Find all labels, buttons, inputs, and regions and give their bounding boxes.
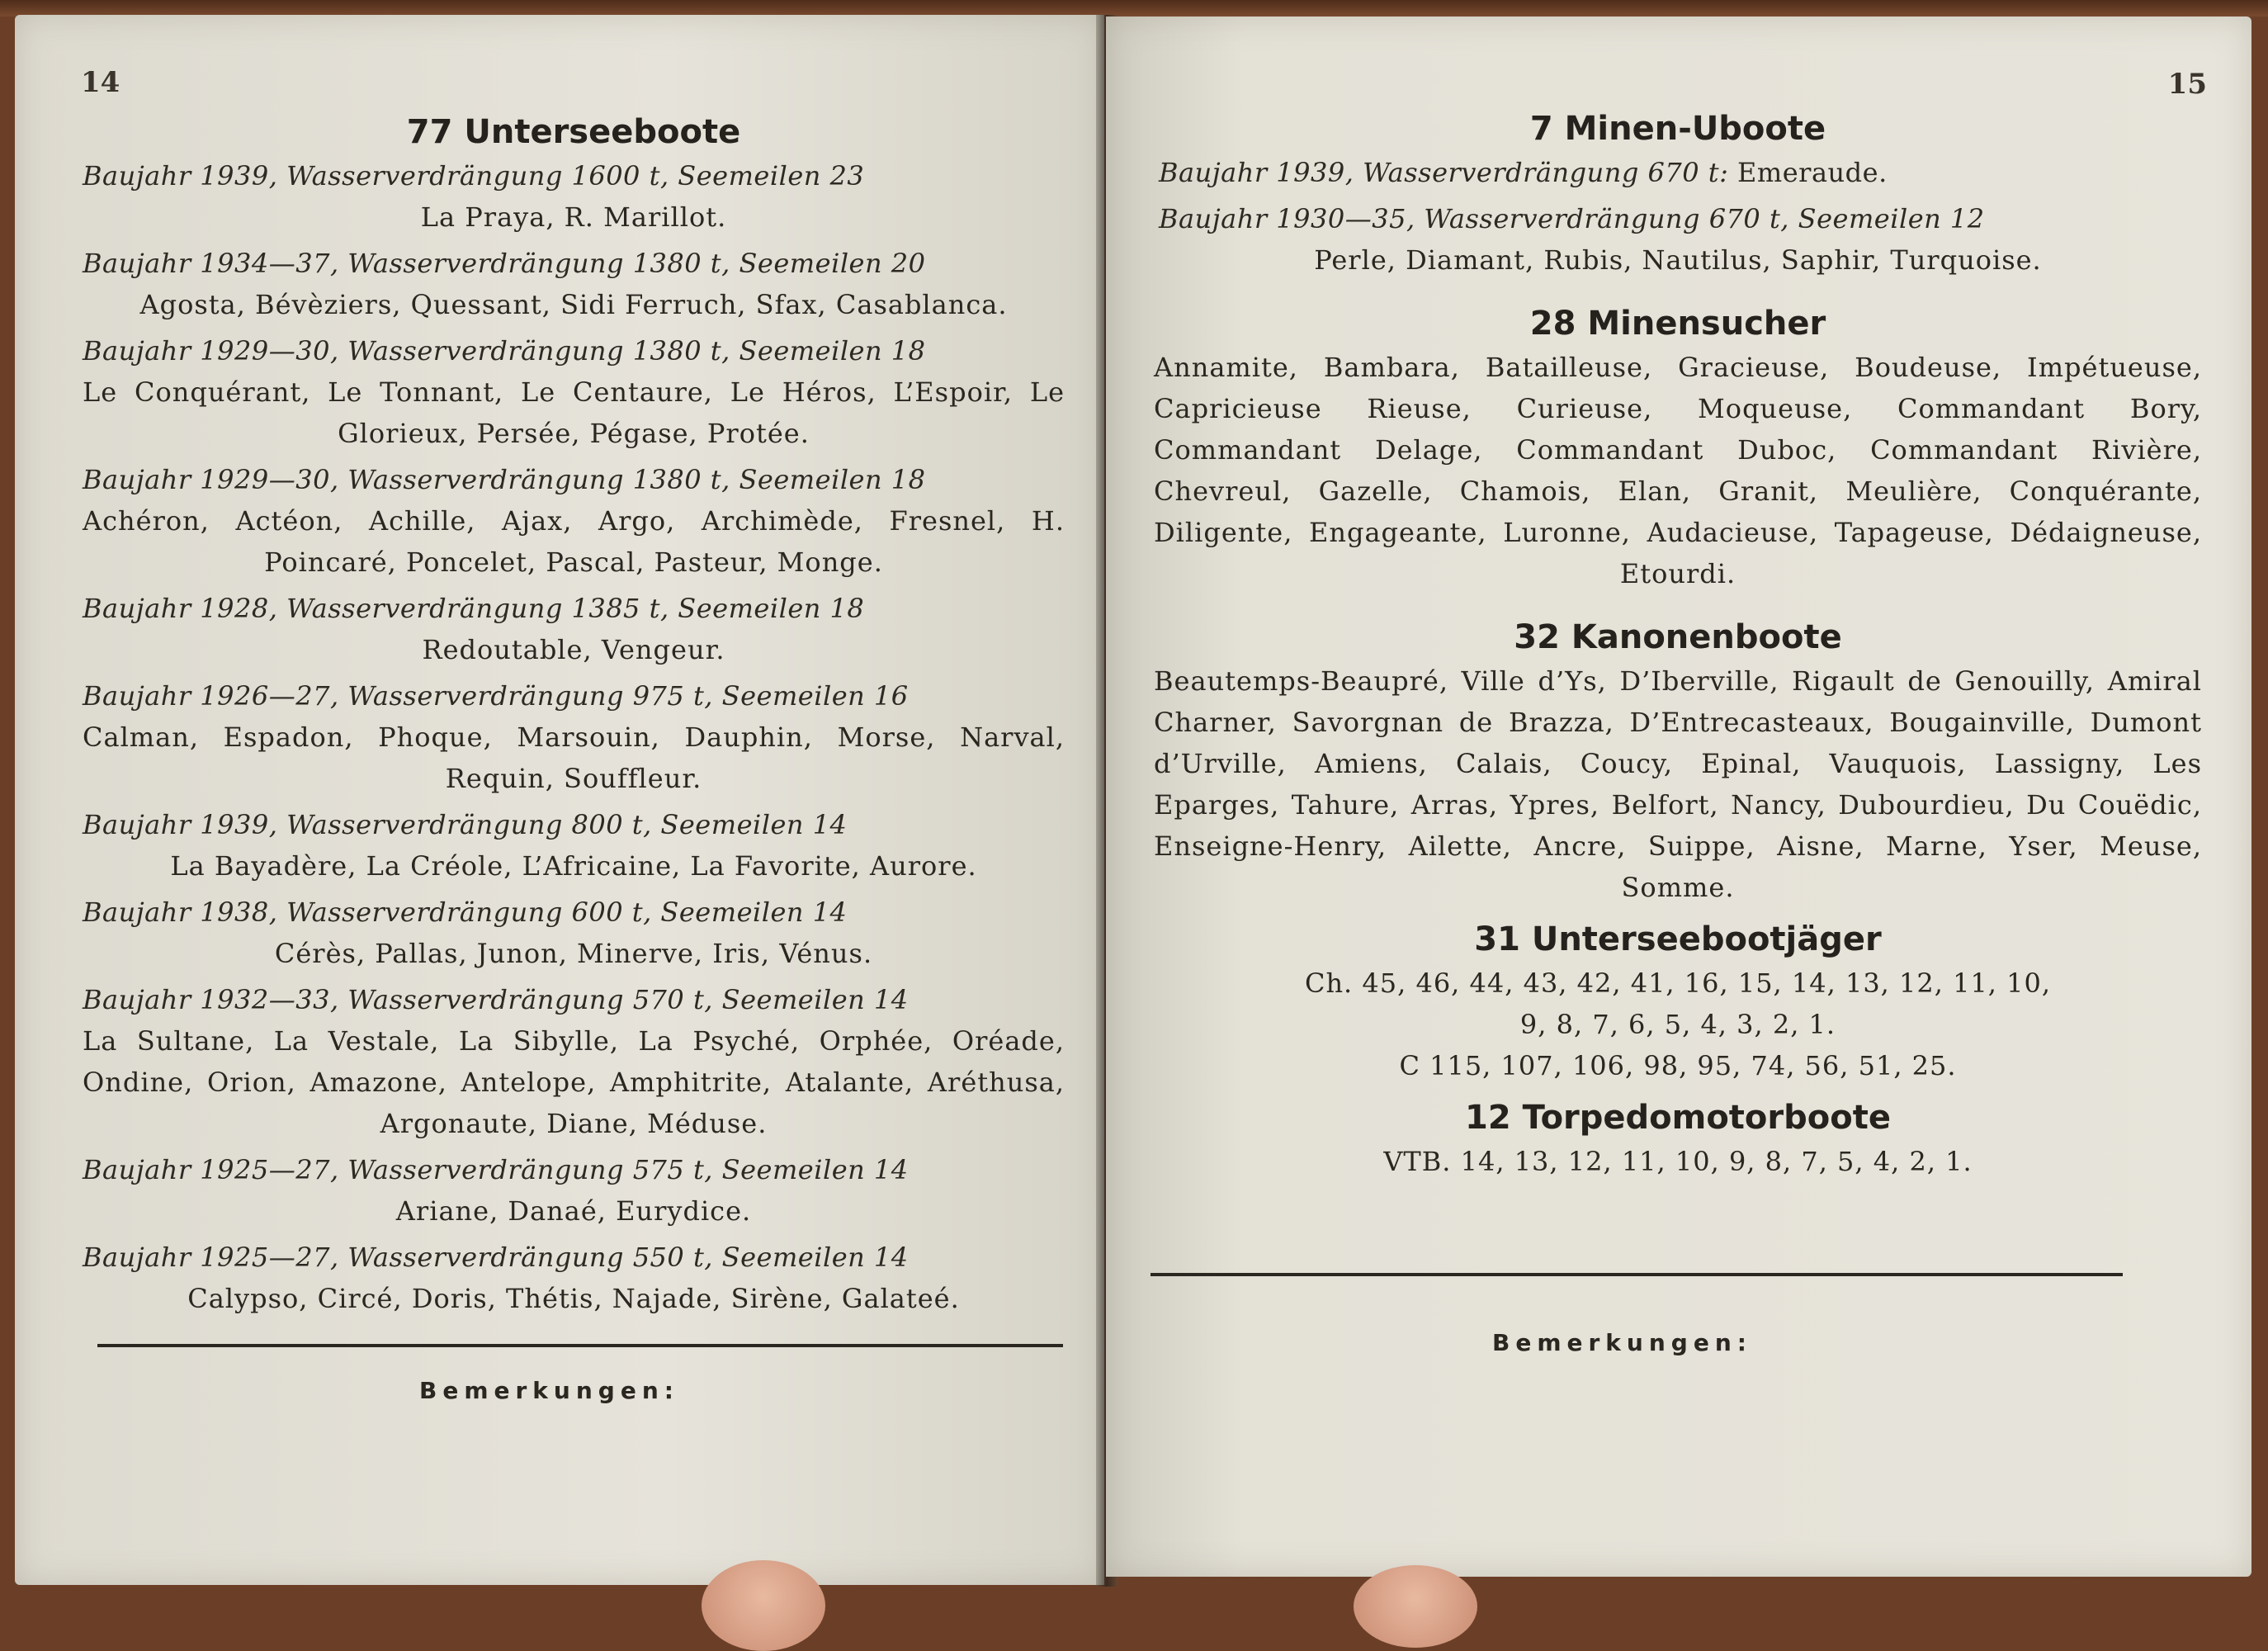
entry-names: Achéron, Actéon, Achille, Ajax, Argo, Archimède, Fresnel, H. Poincaré, Poncelet, Pascal, Pasteur, Monge.: [83, 505, 1065, 578]
entry-names: 9, 8, 7, 6, 5, 4, 3, 2, 1.: [1519, 1009, 1836, 1040]
section-title: 77 Unterseeboote: [406, 113, 741, 151]
entry: [83, 979, 1065, 1144]
entry: [83, 675, 1065, 799]
entry-spec: Baujahr 1929—30, Wasserverdrängung 1380 t, Seemeilen 18: [83, 335, 926, 367]
entry-spec: Baujahr 1939, Wasserverdrängung 1600 t, Seemeilen 23: [83, 160, 865, 192]
entry-names: Calypso, Circé, Doris, Thétis, Najade, Sirène, Galateé.: [187, 1283, 960, 1314]
thumb: [1354, 1565, 1477, 1648]
entry-spec: Baujahr 1925—27, Wasserverdrängung 550 t, Seemeilen 14: [83, 1242, 909, 1273]
entry-names: Redoutable, Vengeur.: [422, 634, 725, 665]
entry-names: Annamite, Bambara, Batailleuse, Gracieuse, Boudeuse, Impétueuse, Capricieuse Rieuse, Curieuse, Moqueuse, Commandant Bory, Commandant Delage, Commandant Duboc, Commandant Rivière, Chevreul, Gazelle, Chamois, Elan, Granit, Meulière, Conquérante, Diligente, Engageante, Luronne, Audacieuse, Tapageuse, Dédaigneuse, Etourdi.: [1154, 352, 2202, 589]
section-title: 28 Minensucher: [1529, 305, 1826, 343]
entry-spec: Baujahr 1938, Wasserverdrängung 600 t, Seemeilen 14: [83, 896, 848, 928]
page-number: 14: [81, 66, 120, 99]
left-page-content: [83, 112, 1065, 1324]
divider-rule: [1151, 1273, 2123, 1276]
entry-names: Calman, Espadon, Phoque, Marsouin, Dauphin, Morse, Narval, Requin, Souffleur.: [83, 721, 1065, 794]
entry-names: Perle, Diamant, Rubis, Nautilus, Saphir, Turquoise.: [1314, 244, 2042, 276]
entry-spec: [1154, 152, 2202, 193]
section-title: 31 Unterseebootjäger: [1474, 920, 1882, 958]
entry-names: La Sultane, La Vestale, La Sibylle, La Psyché, Orphée, Oréade, Ondine, Orion, Amazone, Antelope, Amphitrite, Atalante, Aréthusa, Argonaute, Diane, Méduse.: [83, 1025, 1065, 1139]
entry-names: Cérès, Pallas, Junon, Minerve, Iris, Vénus.: [274, 938, 873, 969]
entry-spec-text: Baujahr 1939, Wasserverdrängung 670 t:: [1159, 157, 1729, 188]
remarks-label: Bemerkungen:: [1492, 1329, 1752, 1356]
entry-spec: Baujahr 1926—27, Wasserverdrängung 975 t, Seemeilen 16: [83, 680, 909, 712]
entry-names: Ch. 45, 46, 44, 43, 42, 41, 16, 15, 14, 13, 12, 11, 10,: [1304, 967, 2052, 999]
entry: [83, 1149, 1065, 1232]
entry-spec: Baujahr 1932—33, Wasserverdrängung 570 t, Seemeilen 14: [83, 984, 909, 1015]
entry-names: La Bayadère, La Créole, L’Africaine, La Favorite, Aurore.: [170, 850, 977, 882]
page-number: 15: [2167, 68, 2207, 101]
entry: [83, 892, 1065, 974]
entry-spec: Baujahr 1929—30, Wasserverdrängung 1380 t, Seemeilen 18: [83, 464, 926, 495]
table-surface: [0, 0, 2268, 17]
entry-spec: Baujahr 1930—35, Wasserverdrängung 670 t, Seemeilen 12: [1159, 203, 1985, 234]
entry-spec: Baujahr 1939, Wasserverdrängung 800 t, Seemeilen 14: [83, 809, 848, 840]
section-title: 32 Kanonenboote: [1514, 618, 1842, 656]
entry: [83, 588, 1065, 670]
entry-names: Agosta, Bévèziers, Quessant, Sidi Ferruch, Sfax, Casablanca.: [139, 289, 1008, 320]
entry: [83, 330, 1065, 454]
entry: [83, 243, 1065, 325]
entry: [83, 155, 1065, 238]
entry-names: Ariane, Danaé, Eurydice.: [395, 1195, 752, 1227]
section-title: 12 Torpedomotorboote: [1465, 1099, 1891, 1137]
entry: [83, 459, 1065, 583]
entry-names: Emeraude.: [1737, 157, 1888, 188]
entry-spec: Baujahr 1934—37, Wasserverdrängung 1380 t, Seemeilen 20: [83, 248, 926, 279]
entry-names: La Praya, R. Marillot.: [420, 201, 727, 233]
divider-rule: [97, 1344, 1063, 1347]
remarks-label: Bemerkungen:: [419, 1377, 679, 1404]
entry-names: C 115, 107, 106, 98, 95, 74, 56, 51, 25.: [1399, 1050, 1957, 1081]
entry-spec: Baujahr 1928, Wasserverdrängung 1385 t, Seemeilen 18: [83, 593, 865, 624]
section-title: 7 Minen-Uboote: [1529, 110, 1826, 148]
thumb: [702, 1560, 825, 1651]
entry-names: Beautemps-Beaupré, Ville d’Ys, D’Iberville, Rigault de Genouilly, Amiral Charner, Savorgnan de Brazza, D’Entrecasteaux, Bougainville, Dumont d’Urville, Amiens, Calais, Coucy, Epinal, Vauquois, Lassigny, Les Eparges, Tahure, Arras, Ypres, Belfort, Nancy, Dubourdieu, Du Couëdic, Enseigne-Henry, Ailette, Ancre, Suippe, Aisne, Marne, Yser, Meuse, Somme.: [1154, 665, 2202, 903]
right-page: [1106, 17, 2251, 1577]
entry-spec: Baujahr 1925—27, Wasserverdrängung 575 t, Seemeilen 14: [83, 1154, 909, 1185]
entry-names: Le Conquérant, Le Tonnant, Le Centaure, Le Héros, L’Espoir, Le Glorieux, Persée, Pégase, Protée.: [83, 376, 1065, 449]
left-page: [15, 15, 1104, 1585]
entry: [83, 1237, 1065, 1319]
entry: [83, 804, 1065, 887]
entry-names: VTB. 14, 13, 12, 11, 10, 9, 8, 7, 5, 4, 2, 1.: [1383, 1146, 1973, 1177]
right-page-content: [1154, 109, 2202, 1182]
